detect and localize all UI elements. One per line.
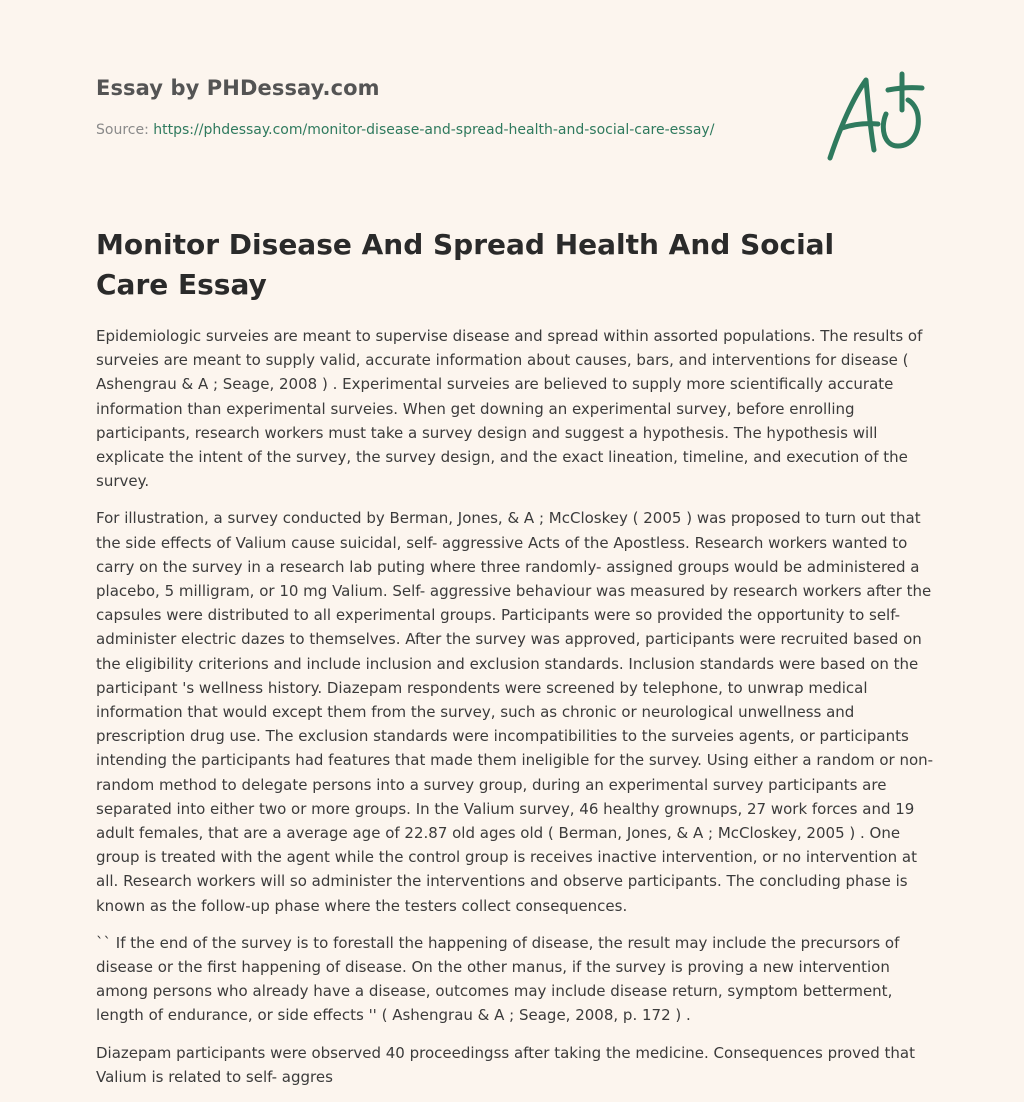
site-brand: Essay by PHDessay.com bbox=[96, 76, 380, 100]
paragraph: For illustration, a survey conducted by Berman, Jones, & A ; McCloskey ( 2005 ) was proposed to turn out that the side effects of Valium cause suicidal, self- aggressive Acts of the Apostless. Research workers wanted to carry on the survey in a research lab puting where three randomly- assigned groups would be administered a placebo, 5 milligram, or 10 mg Valium. Self- aggressive behaviour was measured by research workers after the capsules were distributed to all experimental groups. Participants were so provided the opportunity to self- administer electric dazes to themselves. After the survey was approved, participants were recruited based on the eligibility criterions and include inclusion and exclusion standards. Inclusion standards were based on the participant 's wellness history. Diazepam respondents were screened by telephone, to unwrap medical information that would except them from the survey, such as chronic or neurological unwellness and prescription drug use. The exclusion standards were incompatibilities to the surveies agents, or participants intending the participants had features that made them ineligible for the survey. Using either a random or non-random method to delegate persons into a survey group, during an experimental survey participants are separated into either two or more groups. In the Valium survey, 46 healthy grownups, 27 work forces and 19 adult females, that are a average age of 22.87 old ages old ( Berman, Jones, & A ; McCloskey, 2005 ) . One group is treated with the agent while the control group is receives inactive intervention, or no intervention at all. Research workers will so administer the interventions and observe participants. The concluding phase is known as the follow-up phase where the testers collect consequences. bbox=[96, 509, 934, 915]
essay-body bbox=[96, 324, 938, 1102]
source-line bbox=[96, 122, 816, 138]
source-link[interactable]: https://phdessay.com/monitor-disease-and-spread-health-and-social-care-essay/ bbox=[153, 122, 715, 138]
paragraph: Diazepam participants were observed 40 proceedingss after taking the medicine. Consequences proved that Valium is related to self- aggres bbox=[96, 1043, 915, 1086]
page-header bbox=[96, 76, 816, 138]
paragraph: `` If the end of the survey is to forestall the happening of disease, the result may include the precursors of disease or the first happening of disease. On the other manus, if the survey is proving a new intervention among persons who already have a disease, outcomes may include disease return, symptom betterment, length of endurance, or side effects '' ( Ashengrau & A ; Seage, 2008, p. 172 ) . bbox=[96, 933, 900, 1025]
page-title: Monitor Disease And Spread Health And Social Care Essay bbox=[96, 228, 835, 301]
a-plus-logo-icon bbox=[820, 66, 930, 166]
source-label: Source: bbox=[96, 122, 154, 138]
paragraph: Epidemiologic surveies are meant to supervise disease and spread within assorted populations. The results of surveies are meant to supply valid, accurate information about causes, bars, and interventions for disease ( Ashengrau & A ; Seage, 2008 ) . Experimental surveies are believed to supply more scientifically accurate information than experimental surveies. When get downing an experimental survey, before enrolling participants, research workers must take a survey design and suggest a hypothesis. The hypothesis will explicate the intent of the survey, the survey design, and the exact lineation, timeline, and execution of the survey. bbox=[96, 327, 923, 491]
